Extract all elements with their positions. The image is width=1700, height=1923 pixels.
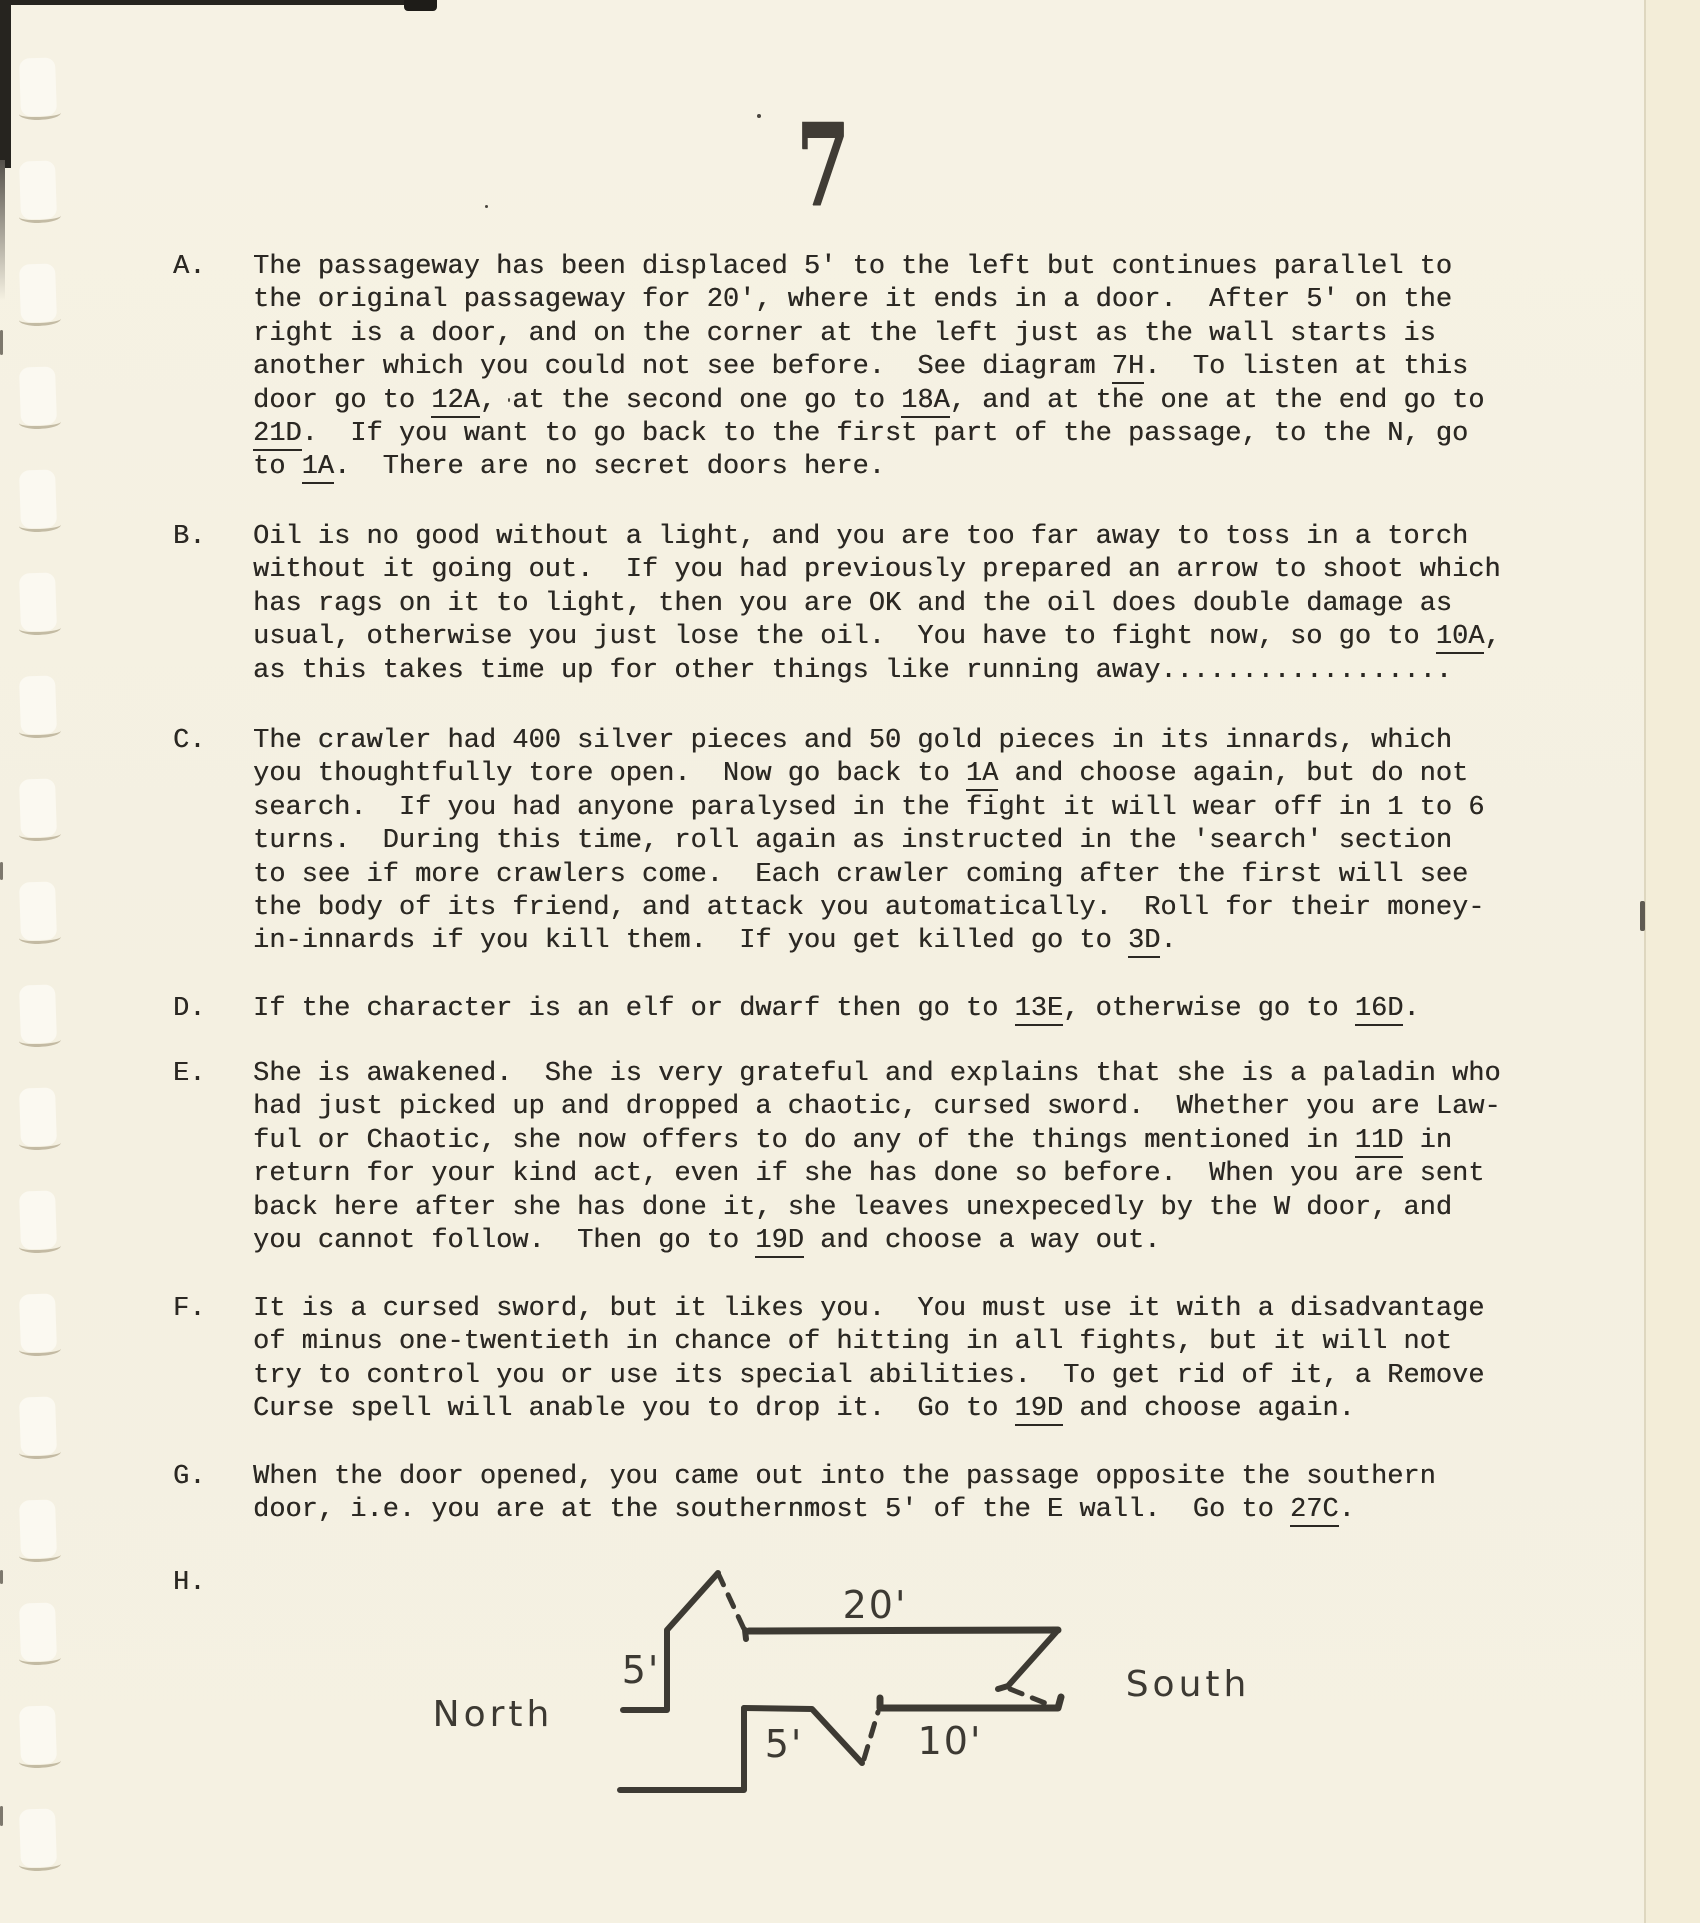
text-line bbox=[253, 1192, 1543, 1225]
diagram-label-10ft: 10' bbox=[917, 1719, 983, 1763]
binding-hole bbox=[19, 57, 57, 116]
ink-speck bbox=[757, 114, 761, 118]
text-run: The crawler had 400 silver pieces and 50 gold pieces in its innards, which bbox=[253, 726, 1452, 756]
section-reference: 13E bbox=[1014, 994, 1064, 1024]
text-run: When the door opened, you came out into the passage opposite the southern bbox=[253, 1462, 1436, 1492]
text-run: The passageway has been displaced 5' to the left but continues parallel to bbox=[253, 252, 1452, 282]
binding-hole bbox=[19, 1087, 57, 1146]
section-text bbox=[253, 725, 1543, 959]
text-line bbox=[253, 1326, 1543, 1359]
section-reference: 16D bbox=[1354, 994, 1404, 1024]
text-line bbox=[253, 588, 1543, 621]
text-line bbox=[253, 655, 1543, 688]
text-line bbox=[253, 1158, 1543, 1191]
text-line bbox=[253, 451, 1543, 484]
text-line bbox=[253, 318, 1543, 351]
section-letter: E. bbox=[173, 1059, 206, 1089]
scan-edge-mark bbox=[0, 330, 3, 355]
binding-hole bbox=[19, 572, 57, 631]
text-run: door, i.e. you are at the southernmost 5' of the E wall. Go to bbox=[253, 1495, 1290, 1526]
section-reference: 1A bbox=[301, 452, 335, 483]
binding-hole bbox=[19, 1396, 57, 1455]
binding-hole bbox=[19, 778, 57, 837]
text-run: as this takes time up for other things like running away.................. bbox=[253, 655, 1452, 686]
text-run: . bbox=[1160, 926, 1177, 957]
text-run: in-innards if you kill them. If you get killed go to bbox=[253, 926, 1128, 957]
section-text bbox=[253, 1461, 1543, 1528]
text-run: return for your kind act, even if she has done so before. When you are sent bbox=[253, 1159, 1485, 1190]
text-line bbox=[253, 1360, 1543, 1393]
scan-left-edge-fade bbox=[0, 160, 5, 300]
binding-hole bbox=[19, 366, 57, 425]
text-line bbox=[253, 1293, 1543, 1326]
text-line bbox=[253, 621, 1543, 654]
diagram-label-5ft-lower: 5' bbox=[764, 1722, 804, 1766]
text-line bbox=[253, 925, 1543, 958]
text-run: had just picked up and dropped a chaotic, cursed sword. Whether you are Law- bbox=[253, 1092, 1501, 1123]
text-line bbox=[253, 251, 1543, 284]
text-run: has rags on it to light, then you are OK and the oil does double damage as bbox=[253, 588, 1452, 619]
text-line bbox=[253, 1494, 1543, 1527]
scan-edge-mark bbox=[0, 1806, 3, 1826]
section-reference: 10A bbox=[1435, 622, 1485, 653]
text-run: , otherwise go to bbox=[1063, 994, 1355, 1024]
binding-hole bbox=[19, 881, 57, 940]
text-run: back here after she has done it, she leaves unexpecedly by the W door, and bbox=[253, 1192, 1452, 1223]
section-letter: G. bbox=[173, 1462, 206, 1492]
section-text bbox=[253, 993, 1543, 1026]
text-line bbox=[253, 825, 1543, 858]
text-run: you cannot follow. Then go to bbox=[253, 1226, 756, 1257]
text-run: in bbox=[1403, 1125, 1452, 1156]
section-text bbox=[253, 1293, 1543, 1427]
text-run: you thoughtfully tore open. Now go back to bbox=[253, 759, 966, 790]
next-page-edge bbox=[1646, 0, 1700, 1923]
text-run: Curse spell will anable you to drop it. Go to bbox=[253, 1394, 1015, 1425]
diagram-wall-20ft bbox=[749, 1630, 1058, 1631]
binding-hole bbox=[19, 1602, 57, 1661]
text-line bbox=[253, 521, 1543, 554]
text-run: search. If you had anyone paralysed in the fight it will wear off in 1 to 6 bbox=[253, 792, 1485, 823]
page-edge-line bbox=[1644, 0, 1646, 1923]
binding-hole bbox=[19, 1705, 57, 1764]
text-run: . There are no secret doors here. bbox=[334, 452, 885, 483]
binding-hole bbox=[19, 263, 57, 322]
text-run: to see if more crawlers come. Each crawler coming after the first will see bbox=[253, 859, 1469, 890]
text-line bbox=[253, 725, 1543, 758]
text-run: right is a door, and on the corner at the left just as the wall starts is bbox=[253, 318, 1436, 349]
text-line bbox=[253, 1461, 1543, 1494]
diagram-wall-original-passage bbox=[620, 1708, 744, 1790]
section-reference: 7H bbox=[1111, 352, 1145, 383]
text-line bbox=[253, 859, 1543, 892]
text-run: , and at the one at the end go to bbox=[949, 385, 1485, 416]
scan-edge-mark bbox=[0, 1570, 3, 1584]
text-line bbox=[253, 792, 1543, 825]
binding-hole bbox=[19, 1293, 57, 1352]
section-text bbox=[253, 521, 1543, 688]
binding-hole bbox=[19, 675, 57, 734]
text-run: If the character is an elf or dwarf then go to bbox=[253, 994, 1015, 1024]
text-run: . To listen at this bbox=[1144, 352, 1469, 383]
diagram-wall-south-notch bbox=[998, 1630, 1058, 1689]
text-run: of minus one-twentieth in chance of hitting in all fights, but it will not bbox=[253, 1327, 1452, 1358]
text-run: . bbox=[1338, 1495, 1355, 1526]
section-letter: F. bbox=[173, 1294, 206, 1324]
ink-speck bbox=[485, 205, 488, 208]
text-run: the original passageway for 20', where it ends in a door. After 5' on the bbox=[253, 285, 1452, 316]
text-line bbox=[253, 1225, 1543, 1258]
text-line bbox=[253, 1058, 1543, 1091]
section-reference: 18A bbox=[901, 385, 950, 416]
text-run: usual, otherwise you just lose the oil. You have to fight now, so go to bbox=[253, 622, 1436, 653]
section-letter: H. bbox=[173, 1568, 206, 1598]
text-run: She is awakened. She is very grateful and explains that she is a paladin who bbox=[253, 1059, 1501, 1089]
text-run: and choose a way out. bbox=[803, 1226, 1161, 1257]
diagram-label-north: North bbox=[432, 1694, 554, 1735]
text-run: and choose again, but do not bbox=[998, 759, 1469, 790]
scan-edge-mark bbox=[0, 862, 3, 880]
binding-hole bbox=[19, 984, 57, 1043]
text-run: door go to bbox=[253, 385, 432, 416]
section-letter: D. bbox=[173, 994, 206, 1024]
section-letter: C. bbox=[173, 726, 206, 756]
text-run: to bbox=[253, 452, 302, 483]
scan-top-edge-blob bbox=[404, 0, 437, 11]
text-run: turns. During this time, roll again as instructed in the 'search' section bbox=[253, 826, 1452, 857]
text-run: It is a cursed sword, but it likes you. You must use it with a disadvantage bbox=[253, 1294, 1485, 1324]
binding-hole bbox=[19, 1190, 57, 1249]
scan-top-edge bbox=[0, 0, 436, 5]
binding-hole bbox=[19, 469, 57, 528]
binding-hole bbox=[19, 1808, 57, 1867]
section-text bbox=[253, 251, 1543, 485]
section-reference: 1A bbox=[965, 759, 999, 790]
text-line bbox=[253, 993, 1543, 1026]
page-number: 7 bbox=[796, 98, 850, 232]
scan-edge-mark bbox=[1640, 901, 1645, 931]
text-run: , bbox=[1484, 622, 1501, 653]
section-reference: 19D bbox=[755, 1226, 804, 1257]
text-line bbox=[253, 351, 1543, 384]
section-reference: 3D bbox=[1127, 926, 1161, 957]
section-text bbox=[253, 1058, 1543, 1258]
text-run: another which you could not see before. See diagram bbox=[253, 352, 1112, 383]
text-line bbox=[253, 1091, 1543, 1124]
section-reference: 21D bbox=[253, 419, 302, 450]
diagram-label-south: South bbox=[1125, 1664, 1251, 1705]
text-run: . If you want to go back to the first part of the passage, to the N, go bbox=[301, 419, 1469, 450]
text-line bbox=[253, 385, 1543, 418]
diagram-door-swing-south bbox=[1010, 1689, 1050, 1705]
text-run: the body of its friend, and attack you automatically. Roll for their money- bbox=[253, 893, 1485, 924]
text-run: ful or Chaotic, she now offers to do any of the things mentioned in bbox=[253, 1125, 1355, 1156]
scan-left-edge bbox=[0, 0, 11, 168]
diagram-door-swing-north bbox=[718, 1573, 744, 1629]
text-run: and choose again. bbox=[1063, 1394, 1355, 1425]
section-letter: B. bbox=[173, 522, 206, 552]
text-line bbox=[253, 758, 1543, 791]
text-line bbox=[253, 892, 1543, 925]
passage-diagram bbox=[420, 1540, 1280, 1830]
text-run: Oil is no good without a light, and you are too far away to toss in a torch bbox=[253, 522, 1469, 552]
text-line bbox=[253, 284, 1543, 317]
text-line bbox=[253, 418, 1543, 451]
section-reference: 11D bbox=[1354, 1125, 1404, 1156]
section-reference: 12A bbox=[431, 385, 480, 416]
text-line bbox=[253, 1393, 1543, 1426]
section-reference: 19D bbox=[1014, 1394, 1064, 1425]
text-run: without it going out. If you had previously prepared an arrow to shoot which bbox=[253, 555, 1501, 586]
text-line bbox=[253, 1125, 1543, 1158]
section-letter: A. bbox=[173, 252, 206, 282]
diagram-label-20ft: 20' bbox=[842, 1583, 908, 1627]
diagram-door-swing-lower bbox=[864, 1712, 878, 1759]
section-reference: 27C bbox=[1289, 1495, 1339, 1526]
binding-hole bbox=[19, 1499, 57, 1558]
text-run: . bbox=[1403, 994, 1420, 1024]
text-run: , at the second one go to bbox=[479, 385, 902, 416]
diagram-label-5ft-left: 5' bbox=[621, 1648, 661, 1692]
binding-hole bbox=[19, 160, 57, 219]
text-line bbox=[253, 554, 1543, 587]
text-run: try to control you or use its special abilities. To get rid of it, a Remove bbox=[253, 1360, 1485, 1391]
